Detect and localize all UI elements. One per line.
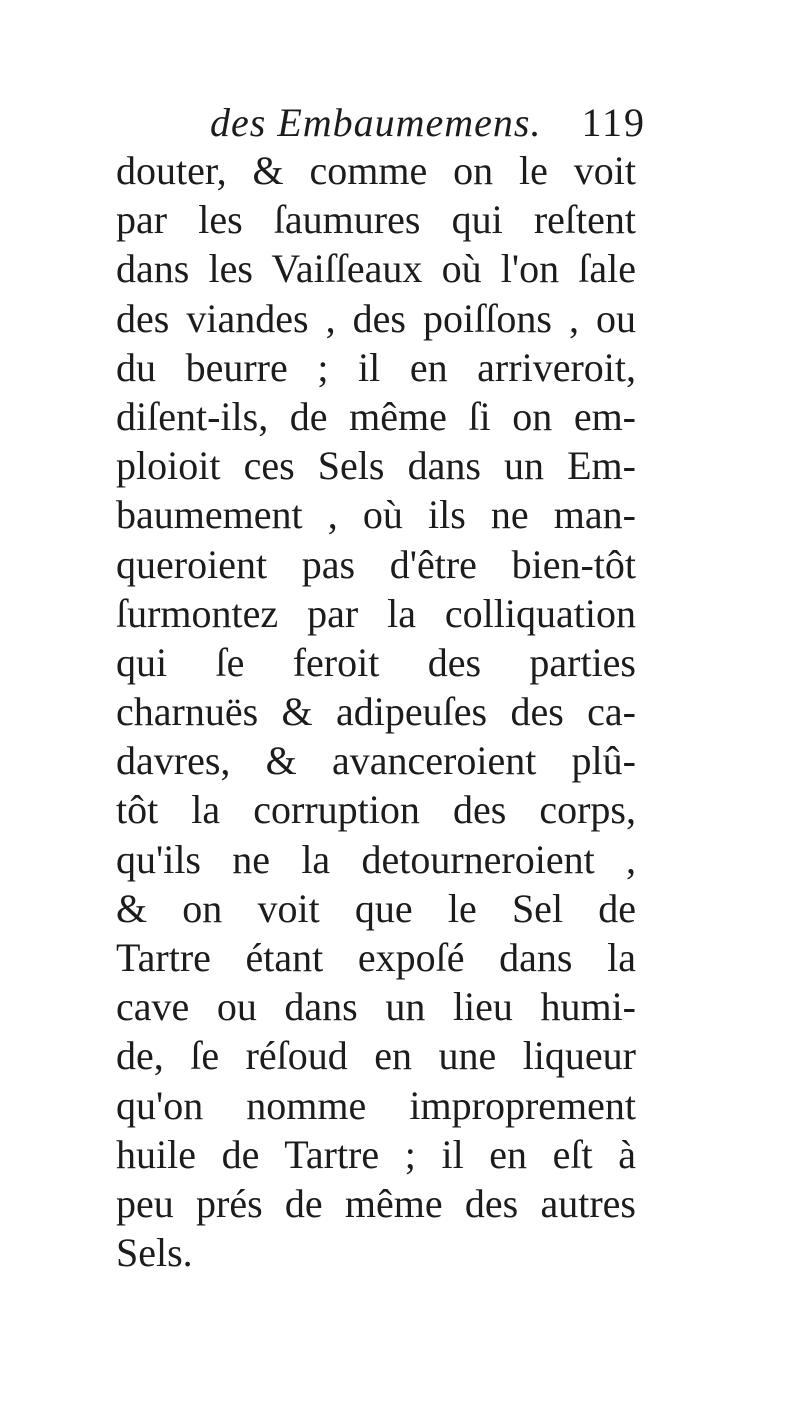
text-line: huile de Tartre ; il en eſt à [116,1131,636,1177]
text-line: qu'on nomme improprement [116,1082,636,1128]
text-line: de, ſe réſoud en une liqueur [116,1033,636,1079]
text-line: Sels. [116,1230,193,1276]
text-line: tôt la corruption des corps, [116,787,636,833]
text-line: cave ou dans un lieu humi- [116,984,636,1030]
body-text [116,146,636,1277]
text-line: qu'ils ne la detourneroient , [116,836,636,882]
text-line: par les ſaumures qui reſtent [116,197,636,243]
text-line: qui ſe feroit des parties [116,639,636,685]
text-line: & on voit que le Sel de [116,885,636,931]
running-head [118,96,648,152]
running-title: des Embaumemens. [210,100,542,145]
text-line: peu prés de même des autres [116,1180,636,1226]
page-number: 119 [581,100,646,145]
text-line: ploioit ces Sels dans un Em- [116,443,636,489]
text-line: davres, & avanceroient plû- [116,738,636,784]
text-line: charnuës & adipeuſes des ca- [116,689,636,735]
text-line: ſurmontez par la colliquation [116,590,636,636]
text-line: Tartre étant expoſé dans la [116,935,636,980]
text-line: queroient pas d'être bien-tôt [116,541,636,587]
text-line: du beurre ; il en arriveroit, [116,344,636,390]
text-line: diſent-ils, de même ſi on em- [116,393,636,439]
text-line: baumement , où ils ne man- [116,492,636,538]
text-line: douter, & comme on le voit [116,148,636,193]
text-line: des viandes , des poiſſons , ou [116,295,636,341]
text-line: dans les Vaiſſeaux où l'on ſale [116,246,636,292]
